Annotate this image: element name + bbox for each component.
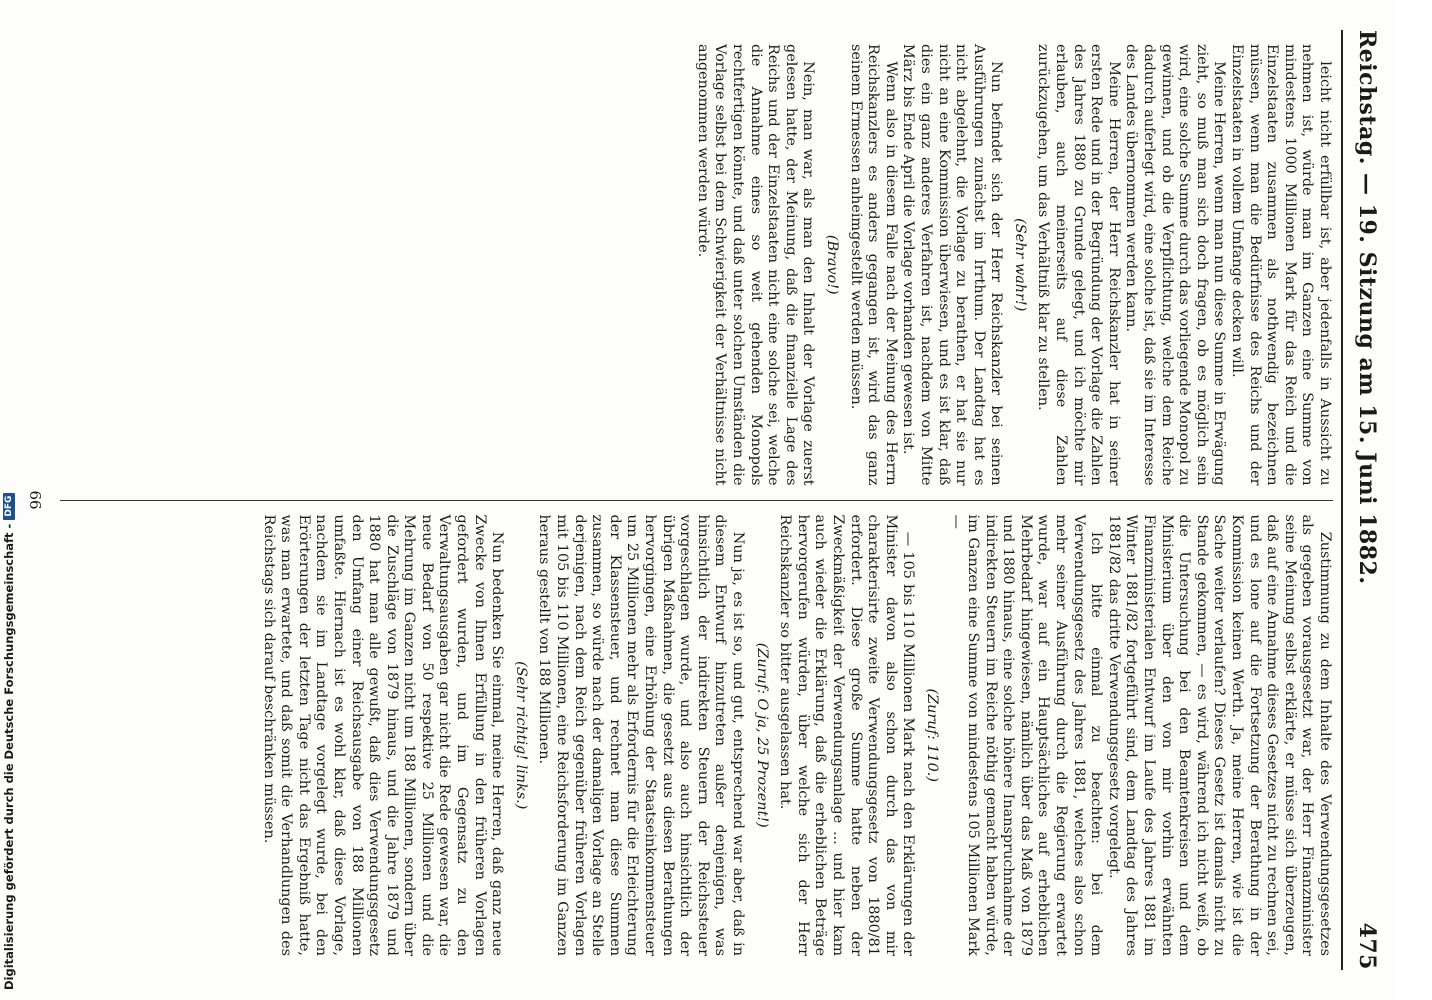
paragraph: Wenn also in diesem Falle nach der Meinung des Herrn Reichskanzlers es anders gegangen ist, wird das ganz seinem Ermessen anheimgestellt werden müssen. bbox=[847, 44, 899, 486]
page-signature: 66 bbox=[26, 490, 44, 510]
paragraph: — 105 bis 110 Millionen Mark nach den Erklärungen der Minister davon also schon durch das von mir charakterisirte zweite Verwendungsgesetz von 1880/81 erfordert. Diese große Summe hatte neben der Zweckmäßigkeit der Verwendungsanlage ... und hier kam auch wieder die Erklärung, daß die erheblichen Beträge hervorgerufen würden, über welche sich der Herr Reichskanzler so bitter ausgelassen hat. bbox=[777, 514, 917, 956]
paragraph: Nun bedenken Sie einmal, meine Herren, daß ganz neue Zwecke von Ihnen Erfüllung in den früheren Vorlagen gefordert wurden, und im Gegensatz zu den Verwaltungsausgaben gar nicht die Rede gewesen war, die neue Bedarf von 50 respektive 25 Millionen und die Mehrung im Ganzen nicht um 188 Millionen, sondern über die Zuschläge von 1879 hinaus, und die Jahre 1879 und 1880 hat man alle gewußt, daß dies Verwendungsgesetz den Umfang einer Reichsausgabe von 188 Millionen umfaßte. Hiernach ist es wohl klar, daß diese Vorlage, nachdem sie im Landtage vorgelegt wurde, bei den Erörterungen der letzten Tage nicht das Ergebniß hatte, was man erwartete, und daß somit die Verhandlungen des Reichstags sich darauf beschränken müssen. bbox=[260, 514, 506, 956]
paragraph: leicht nicht erfüllbar ist, aber jedenfalls in Aussicht zu nehmen ist, würde man im Ganzen eine Summe von mindestens 1000 Millionen Mark für das Reich und die Einzelstaaten zusammen als nothwendig bezeichnen müssen, wenn man die Bedürfnisse des Reichs und der Einzelstaaten in vollem Umfange decken will. bbox=[1229, 44, 1333, 486]
interjection: (Zuruf: 110.) bbox=[923, 688, 940, 782]
right-column bbox=[60, 501, 1333, 971]
interjection: (Sehr wahr!) bbox=[1011, 218, 1028, 312]
digitization-credit bbox=[2, 15, 16, 990]
running-head-title: Reichstag. — 19. Sitzung am 15. Juni 1882. bbox=[1354, 30, 1380, 585]
credit-text: Digitalisierung gefördert durch die Deutsche Forschungsgemeinschaft - bbox=[2, 523, 16, 990]
left-column bbox=[60, 30, 1333, 500]
paragraph: Nun ja, es ist so, und gut, entsprechend war aber, daß in diesem Entwurf hinzutreten außer denjenigen, was hinsichtlich der indirekten Steuern der Reichssteuer vorgeschlagen wurde, und also auch hinsichtlich der übrigen Maßnahmen, die gesetzt aus diesen Berathungen hervorgingen, eine Erhöhung der Staatseinkommensteuer um 25 Millionen mehr als Erfordernis für die Erleichterung der Klassensteuer, und rechnet man diese Summen zusammen, so würde nach der damaligen Vorlage an Stelle derjenigen, nach dem Reich gegenüber früheren Vorlagen mit 105 bis 110 Millionen, eine Reichsforderung im Ganzen heraus gestellt von 188 Millionen. bbox=[536, 514, 746, 956]
paragraph: Meine Herren, der Herr Reichskanzler hat in seiner ersten Rede und in der Begründung der Vorlage die Zahlen des Jahres 1880 zu Grunde gelegt, und ich möchte mir erlauben, auch meinerseits auf diese Zahlen zurückzugehen, um das Verhältniß klar zu stellen. bbox=[1035, 44, 1122, 486]
page-folio: 475 bbox=[1354, 922, 1380, 970]
paragraph: Meine Herren, wenn man nun diese Summe in Erwägung zieht, so muß man sich doch fragen, ob es möglich sein wird, eine solche Summe durch das vorliegende Monopol zu gewinnen, und ob die Verpflichtung, welche dem Reiche dadurch auferlegt wird, eine solche ist, daß sie im Interesse des Landes übernommen werden kann. bbox=[1123, 44, 1228, 486]
paragraph: Nein, man war, als man den Inhalt der Vorlage zuerst gelesen hatte, der Meinung, daß die finanzielle Lage des Reichs und der Einzelstaaten nicht eine solche sei, welche die Annahme eines so weit gehenden Monopols rechtfertigen könnte, und daß unter solchen Umständen die Vorlage selbst bei dem Schwierigkeit der Verhältnisse nicht angenommen werden würde. bbox=[694, 44, 817, 486]
running-head bbox=[1347, 30, 1387, 970]
interjection: (Sehr richtig! links.) bbox=[512, 661, 529, 810]
dfg-logo-icon: DFG bbox=[3, 493, 15, 520]
paragraph: Ich bitte einmal zu beachten: bei dem Verwendungsgesetz des Jahres 1881, welches also schon mehr seiner Ausführung durch die Regierung erwartet wurde, war auf ein Hauptsächliches auf erheblichen Mehrbedarf hingewiesen, nämlich über das Maß von 1879 und 1880 hinaus, eine solche höhere Inanspruchnahme der indirekten Steuern im Reiche nöthig gemacht haben würde, im Ganzen eine Summe von mindestens 105 Millionen Mark — bbox=[947, 514, 1105, 956]
paragraph: Nun befindet sich der Herr Reichskanzler bei seinen Ausführungen zunächst im Irrthum. Der Landtag hat es nicht abgelehnt, die Vorlage zu berathen, er hat sie nur nicht an eine Kommission überwiesen, und es ist klar, daß dies ein ganz anderes Verfahren ist, nachdem von Mitte März bis Ende April die Vorlage vorhanden gewesen ist. bbox=[900, 44, 1005, 486]
interjection: (Zuruf: O ja, 25 Prozent!) bbox=[753, 642, 770, 828]
interjection: (Bravo!) bbox=[823, 234, 840, 295]
header-rule bbox=[1341, 30, 1343, 970]
text-columns bbox=[60, 30, 1333, 970]
paragraph: Zustimmung zu dem Inhalte des Verwendungsgesetzes als gegeben vorausgesetzt war, der Herr Finanzminister seine Meinung selbst erklärte, er müsse sich überzeugen, daß auf eine Annahme dieses Gesetzes nicht zu rechnen sei, und es lone auf die Fortsetzung der Berathung in der Kommission keinen Werth. Ja, meine Herren, wie ist die Sache weiter verlaufen? Dieses Gesetz ist damals nicht zu Stande gekommen, — es wird, während ich nicht weiß, ob die Untersuchung bei den Beamtenkreisen und dem Ministerium über den von mir vorhin erwähnten Finanzministerialen Entwurf im Laufe des Jahres 1881 im Winter 1881/82 fortgeführt sind, dem Landtag des Jahres 1881/82 das dritte Verwendungsgesetz vorgelegt. bbox=[1105, 514, 1333, 956]
